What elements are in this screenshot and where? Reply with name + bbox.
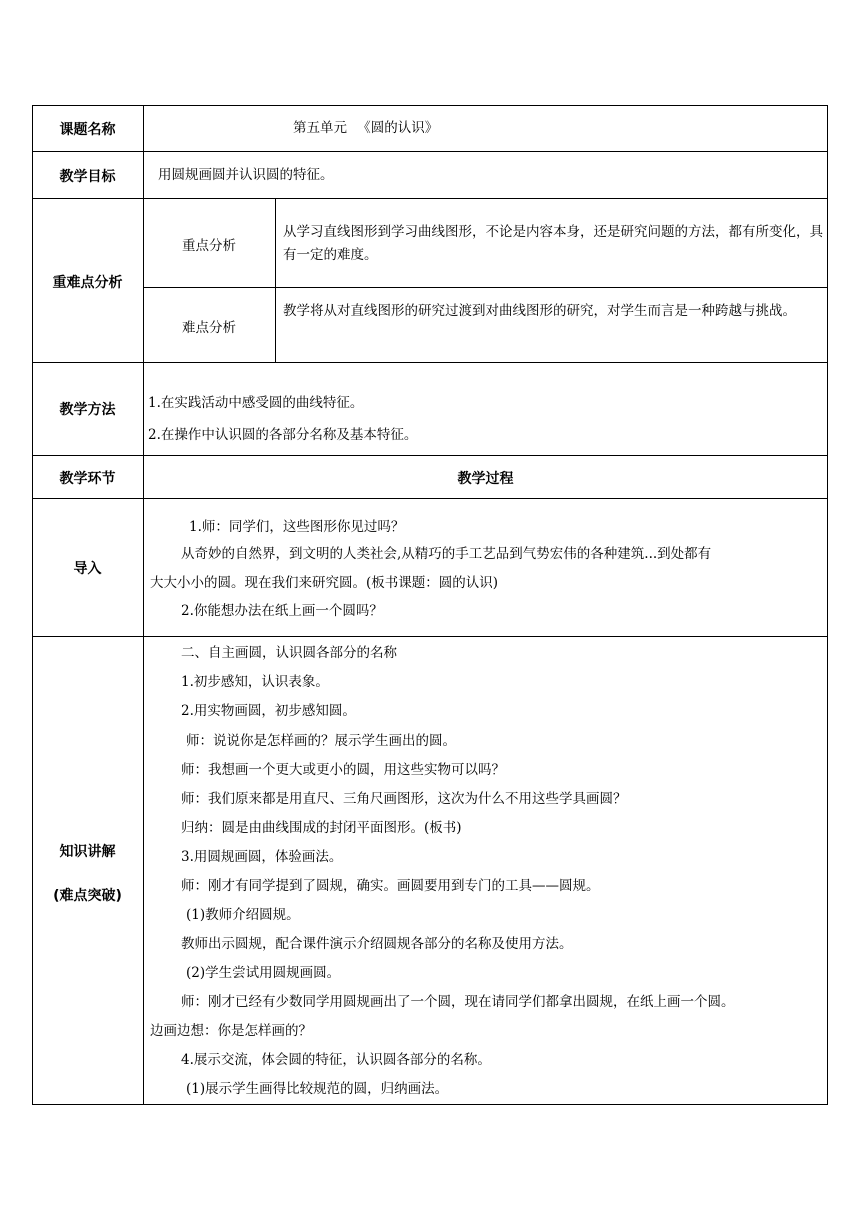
knowledge-line: 师：说说你是怎样画的？展示学生画出的圆。 bbox=[186, 733, 456, 749]
intro-line: 1.师：同学们，这些图形你见过吗？ bbox=[189, 519, 405, 535]
method-item: 2.在操作中认识圆的各部分名称及基本特征。 bbox=[148, 427, 418, 443]
method-item: 1.在实践活动中感受圆的曲线特征。 bbox=[148, 395, 364, 411]
knowledge-line: 1.初步感知，认识表象。 bbox=[181, 674, 329, 690]
knowledge-line: (1)展示学生画得比较规范的圆，归纳画法。 bbox=[186, 1081, 449, 1097]
process-heading: 教学过程 bbox=[457, 471, 514, 487]
process-stage-label: 教学环节 bbox=[59, 471, 116, 487]
column-divider bbox=[143, 105, 144, 1105]
knowledge-line: 师：刚才已经有少数同学用圆规画出了一个圆，现在请同学们都拿出圆规，在纸上画一个圆。 bbox=[181, 994, 735, 1010]
knowledge-line: 教师出示圆规，配合课件演示介绍圆规各部分的名称及使用方法。 bbox=[181, 936, 573, 952]
row-divider bbox=[143, 287, 828, 288]
knowledge-line: 师：我想画一个更大或更小的圆，用这些实物可以吗？ bbox=[181, 762, 505, 778]
intro-line: 2.你能想办法在纸上画一个圆吗？ bbox=[181, 603, 383, 619]
intro-line: 大大小小的圆。现在我们来研究圆。(板书课题：圆的认识) bbox=[150, 575, 499, 591]
title-label: 课题名称 bbox=[59, 122, 116, 138]
row-divider bbox=[32, 636, 828, 637]
knowledge-label: 知识讲解 bbox=[59, 844, 116, 860]
row-divider bbox=[32, 362, 828, 363]
knowledge-line: (2)学生尝试用圆规画圆。 bbox=[186, 965, 341, 981]
knowledge-line: 归纳：圆是由曲线围成的封闭平面图形。(板书) bbox=[181, 820, 462, 836]
key-analysis-label: 重点分析 bbox=[182, 238, 236, 254]
column-divider bbox=[275, 198, 276, 362]
knowledge-line: 师：我们原来都是用直尺、三角尺画图形，这次为什么不用这些学具画圆？ bbox=[181, 791, 627, 807]
difficult-analysis-text: 教学将从对直线图形的研究过渡到对曲线图形的研究，对学生而言是一种跨越与挑战。 bbox=[283, 303, 796, 319]
knowledge-line: (1)教师介绍圆规。 bbox=[186, 907, 300, 923]
knowledge-line: 3.用圆规画圆，体验画法。 bbox=[181, 849, 343, 865]
objective-text: 用圆规画圆并认识圆的特征。 bbox=[158, 167, 334, 183]
analysis-label: 重难点分析 bbox=[52, 275, 123, 291]
lesson-title: 第五单元 《圆的认识》 bbox=[293, 120, 439, 136]
knowledge-line: 二、自主画圆，认识圆各部分的名称 bbox=[181, 645, 397, 661]
row-divider bbox=[32, 498, 828, 499]
difficult-analysis-label: 难点分析 bbox=[182, 320, 236, 336]
knowledge-line: 4.展示交流，体会圆的特征，认识圆各部分的名称。 bbox=[181, 1052, 491, 1068]
key-analysis-text: 从学习直线图形到学习曲线图形，不论是内容本身，还是研究问题的方法，都有所变化，具有一定的难度。 bbox=[283, 224, 823, 263]
knowledge-line: 2.用实物画圆，初步感知圆。 bbox=[181, 703, 356, 719]
row-divider bbox=[32, 198, 828, 199]
row-divider bbox=[32, 151, 828, 152]
methods-label: 教学方法 bbox=[59, 402, 116, 418]
objective-label: 教学目标 bbox=[59, 169, 116, 185]
intro-line: 从奇妙的自然界，到文明的人类社会,从精巧的手工艺品到气势宏伟的各种建筑...到处都有 bbox=[181, 546, 712, 562]
row-divider bbox=[32, 455, 828, 456]
knowledge-line: 边画边想：你是怎样画的？ bbox=[150, 1023, 312, 1039]
knowledge-line: 师：刚才有同学提到了圆规，确实。画圆要用到专门的工具——圆规。 bbox=[181, 878, 600, 894]
intro-label: 导入 bbox=[73, 561, 102, 577]
knowledge-sublabel: (难点突破) bbox=[53, 888, 122, 904]
